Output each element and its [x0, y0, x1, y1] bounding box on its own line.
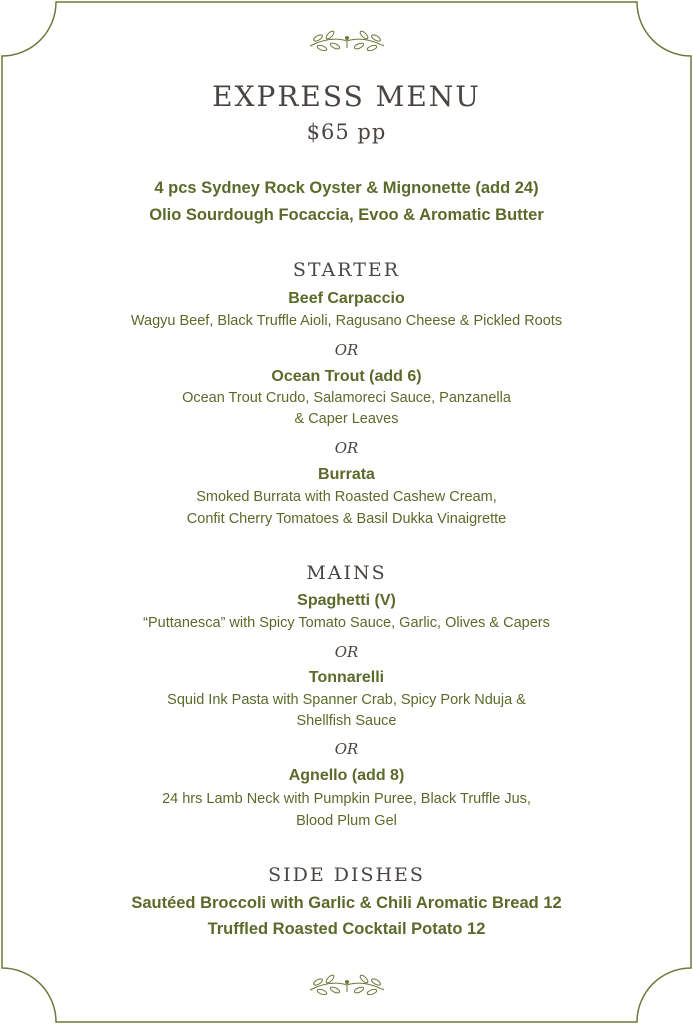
dish-name: Agnello (add 8) [288, 767, 405, 784]
olive-sprig-icon [306, 26, 388, 54]
dish-description: Squid Ink Pasta with Spanner Crab, Spicy Pork Nduja & [167, 692, 526, 708]
section-heading-mains: MAINS [306, 562, 387, 584]
or-divider: OR [334, 740, 359, 758]
dish-description: Smoked Burrata with Roasted Cashew Cream, [196, 489, 497, 505]
section-heading-starter: STARTER [292, 259, 401, 281]
side-dish-item: Sautéed Broccoli with Garlic & Chili Aromatic Bread 12 [131, 894, 562, 912]
side-dish-item: Truffled Roasted Cocktail Potato 12 [207, 920, 486, 938]
dish-name: Burrata [318, 466, 375, 483]
dish-description: Blood Plum Gel [296, 813, 397, 829]
or-divider: OR [334, 341, 359, 359]
dish-name: Beef Carpaccio [288, 290, 405, 307]
dish-name: Spaghetti (V) [297, 592, 396, 609]
menu-price: $65 pp [306, 120, 387, 144]
or-divider: OR [334, 643, 359, 661]
dish-description: Wagyu Beef, Black Truffle Aioli, Ragusano Cheese & Pickled Roots [130, 313, 563, 329]
feature-item: 4 pcs Sydney Rock Oyster & Mignonette (add 24) [154, 179, 539, 197]
section-heading-sides: SIDE DISHES [268, 864, 425, 886]
dish-name: Ocean Trout (add 6) [271, 368, 422, 385]
dish-description: Confit Cherry Tomatoes & Basil Dukka Vinaigrette [186, 511, 507, 527]
dish-description: “Puttanesca” with Spicy Tomato Sauce, Garlic, Olives & Capers [143, 615, 550, 631]
dish-description: 24 hrs Lamb Neck with Pumpkin Puree, Black Truffle Jus, [162, 791, 531, 807]
feature-item: Olio Sourdough Focaccia, Evoo & Aromatic Butter [149, 206, 544, 224]
dish-description: Ocean Trout Crudo, Salamoreci Sauce, Panzanella [182, 390, 511, 406]
menu-title: EXPRESS MENU [212, 80, 481, 113]
olive-sprig-icon [306, 970, 388, 998]
dish-description: & Caper Leaves [294, 411, 399, 427]
or-divider: OR [334, 439, 359, 457]
dish-name: Tonnarelli [308, 669, 385, 686]
dish-description: Shellfish Sauce [296, 713, 397, 729]
